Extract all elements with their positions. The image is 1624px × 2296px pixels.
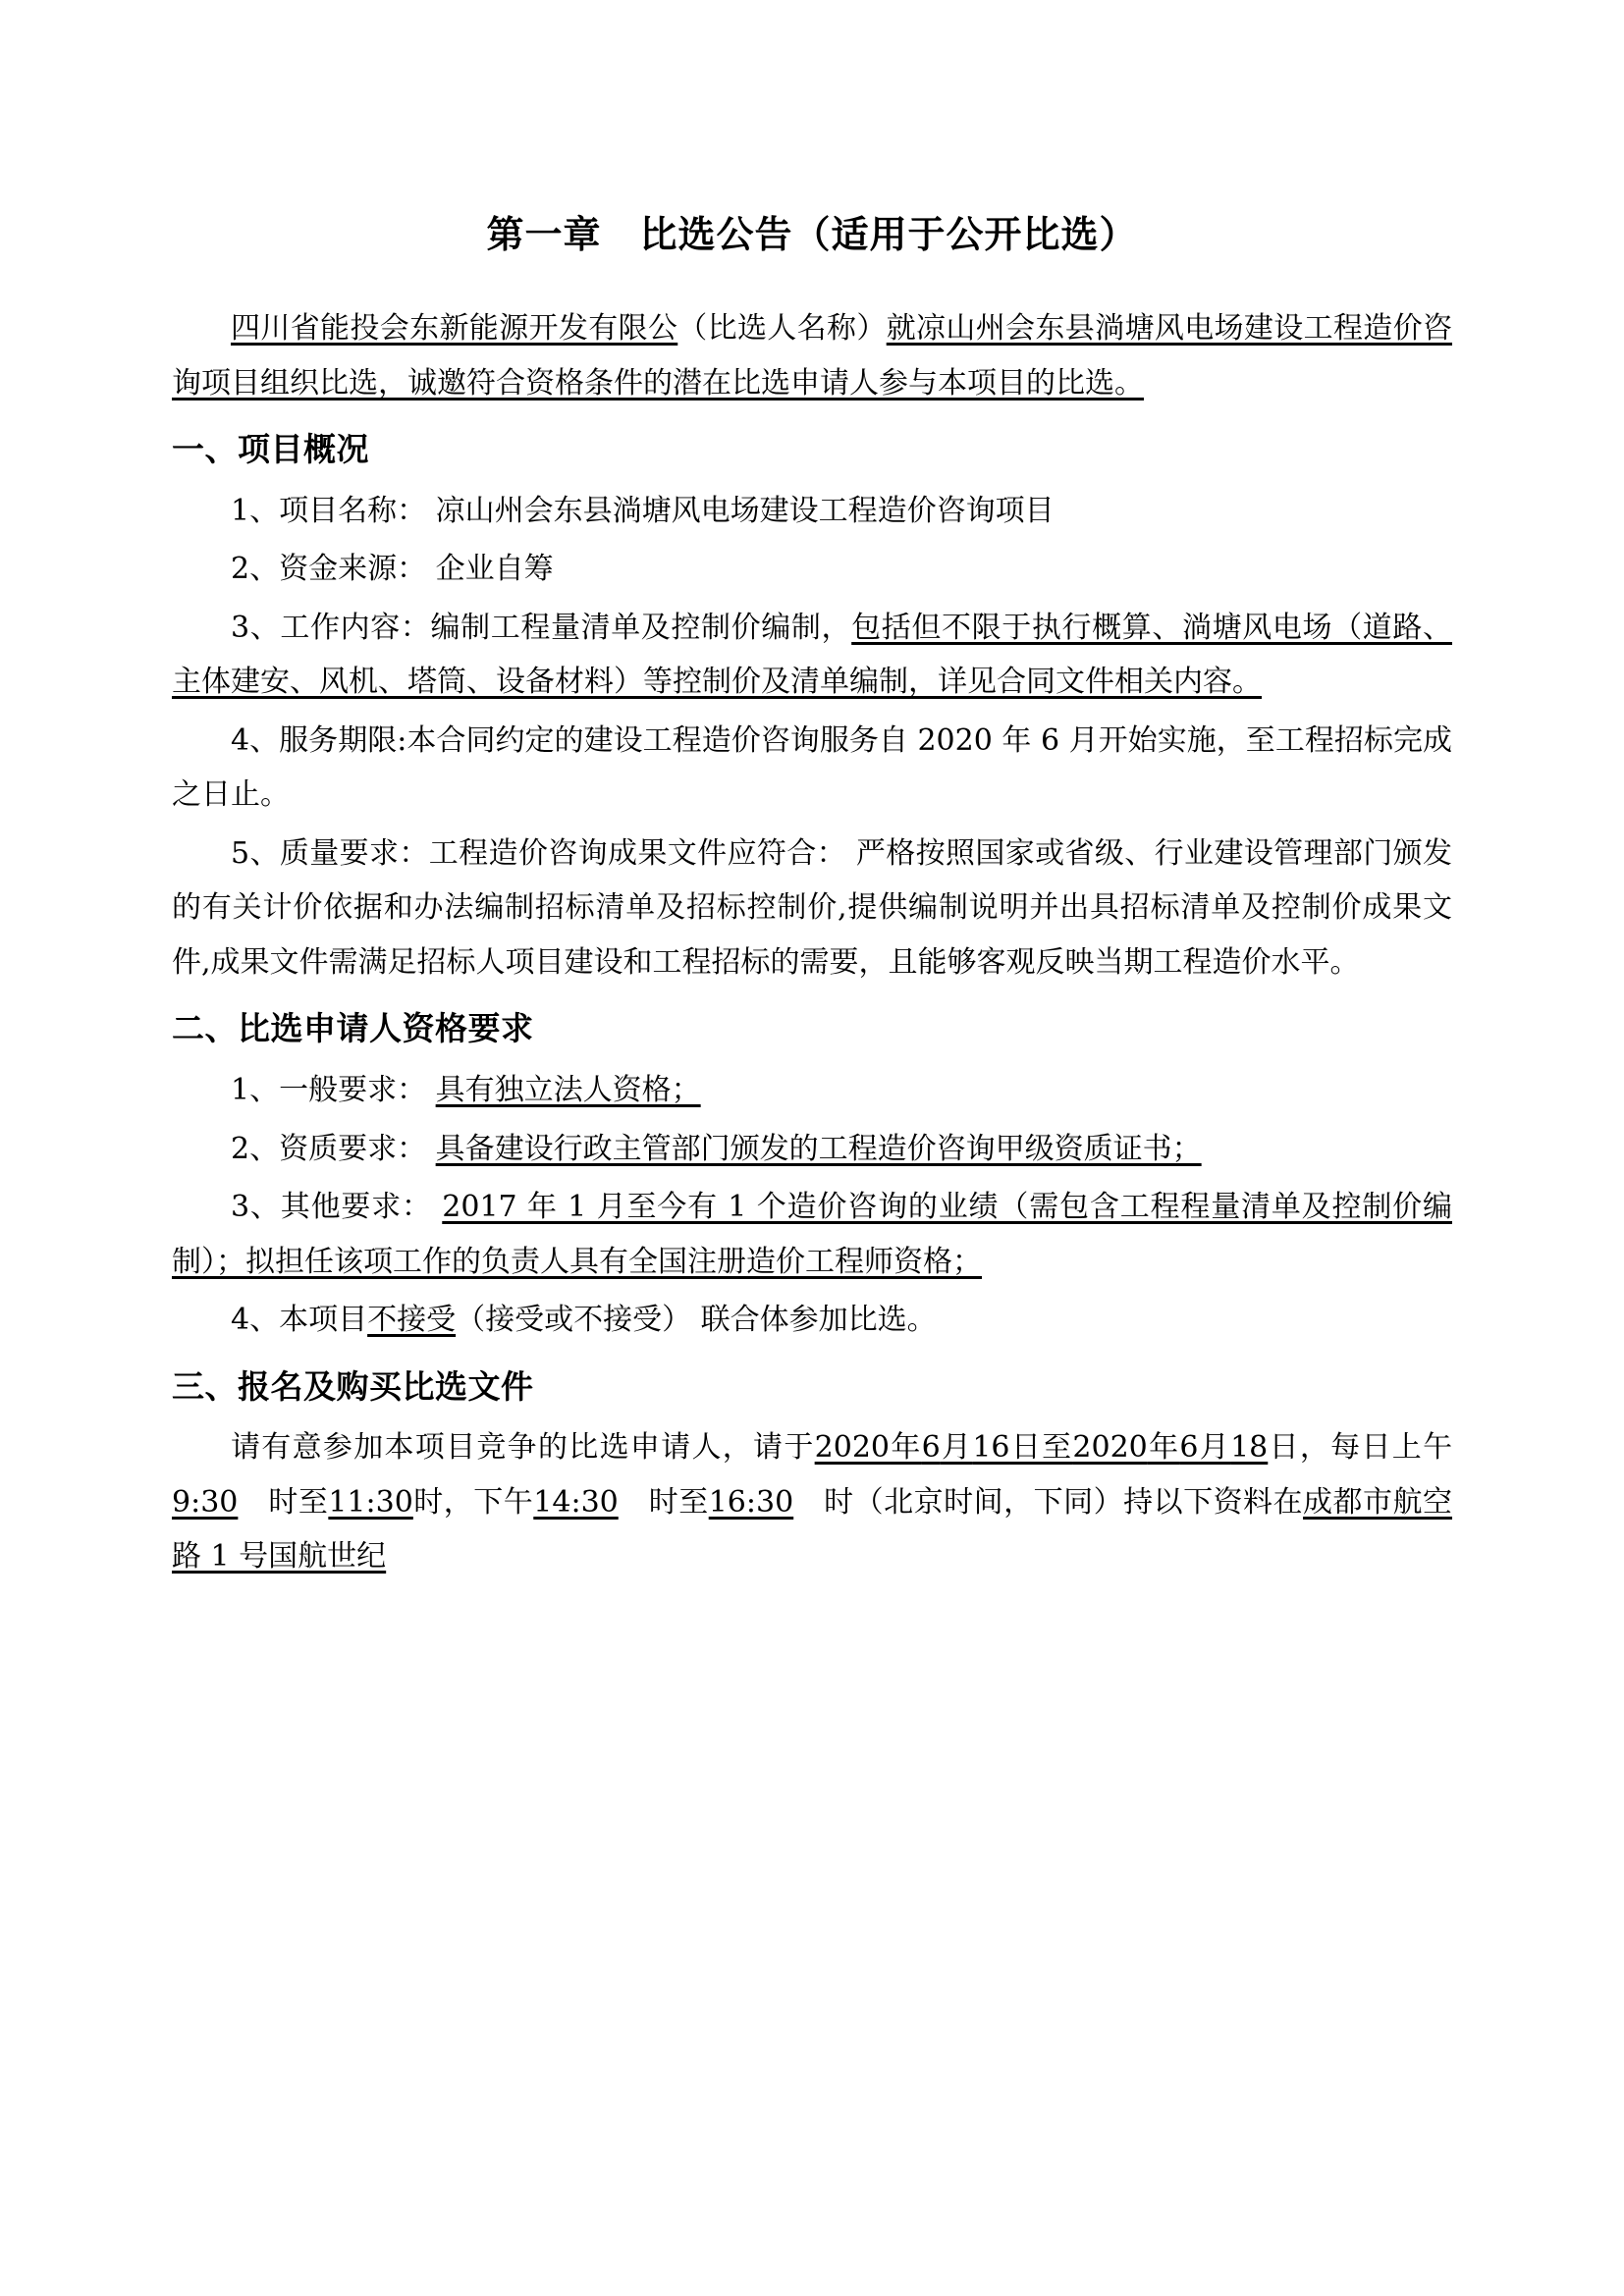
start-year: 2020 bbox=[814, 1430, 891, 1466]
item-consortium-suffix: （接受或不接受） 联合体参加比选。 bbox=[456, 1303, 937, 1338]
item-project-name bbox=[172, 484, 1452, 539]
am-end-time: 11:30 bbox=[328, 1484, 413, 1520]
registration-paragraph: 请有意参加本项目竞争的比选申请人，请于2020年6月16日至2020年6月18日，每日上午9:30 时至11:30时，下午14:30 时至16:30 时（北京时间，下同）持以下资料在成都市航空路 1 号国航世纪 bbox=[172, 1430, 1453, 1575]
item-work-content-underlined: 包括但不限于执行概算、淌塘风电场（道路、主体建安、风机、塔筒、设备材料）等控制价及清单编制，详见合同文件相关内容。 bbox=[172, 610, 1453, 700]
section-heading-3: 三、报名及购买比选文件 bbox=[172, 1366, 534, 1406]
item-qualification-requirement bbox=[172, 1122, 1452, 1177]
item-qualification-requirement-value: 具备建设行政主管部门颁发的工程造价咨询甲级资质证书； bbox=[435, 1131, 1202, 1166]
end-year: 2020 bbox=[1072, 1430, 1148, 1466]
registration-tail: 时（北京时间，下同）持以下资料在 bbox=[824, 1484, 1304, 1520]
section-heading-1: 一、项目概况 bbox=[172, 430, 369, 468]
label-year-1: 年 bbox=[890, 1430, 922, 1466]
am-start-time: 9:30 bbox=[172, 1484, 239, 1520]
section-heading-2: 二、比选申请人资格要求 bbox=[172, 1009, 534, 1048]
start-month: 6 bbox=[921, 1430, 941, 1466]
item-qualification-requirement-label: 2、资质要求： bbox=[231, 1131, 427, 1166]
item-funding-source bbox=[172, 542, 1452, 597]
item-project-name-label: 1、项目名称： bbox=[231, 493, 427, 528]
label-day-to: 日至 bbox=[1009, 1430, 1073, 1466]
item-quality-requirement-label: 5、质量要求： bbox=[231, 835, 429, 871]
pm-end-time: 16:30 bbox=[708, 1484, 794, 1520]
end-month: 6 bbox=[1179, 1430, 1199, 1466]
page-title: 第一章 比选公告（适用于公开比选） bbox=[486, 212, 1138, 256]
intro-project-phrase: 就凉山州会东县淌塘风电场建设工程造价咨询项目组织比选，诚邀符合资格条件的潜在比选申请人参与本项目的比选。 bbox=[172, 311, 1453, 400]
item-service-period-label: 4、服务期限: bbox=[231, 722, 407, 758]
item-quality-requirement bbox=[172, 827, 1452, 990]
applicant-name: 四川省能投会东新能源开发有限公 bbox=[231, 311, 678, 346]
label-month-1: 月 bbox=[940, 1430, 973, 1466]
item-work-content-value: 编制工程量清单及控制价编制， bbox=[430, 610, 852, 645]
item-work-content bbox=[172, 601, 1452, 710]
item-general-requirement-value: 具有独立法人资格； bbox=[435, 1073, 701, 1108]
item-consortium bbox=[172, 1293, 1452, 1348]
item-work-content-label: 3、工作内容： bbox=[231, 610, 431, 645]
applicant-note: （比选人名称） bbox=[677, 311, 887, 346]
registration-address: 成都市航空路 1 号国航世纪 bbox=[172, 1484, 1453, 1575]
pm-start-time: 14:30 bbox=[533, 1484, 619, 1520]
item-consortium-label: 4、本项目 bbox=[231, 1303, 368, 1338]
item-general-requirement-label: 1、一般要求： bbox=[231, 1073, 427, 1108]
end-day: 18 bbox=[1230, 1430, 1269, 1466]
label-year-2: 年 bbox=[1147, 1430, 1180, 1466]
registration-lead: 请有意参加本项目竞争的比选申请人，请于 bbox=[231, 1430, 815, 1466]
item-quality-requirement-value: 工程造价咨询成果文件应符合： 严格按照国家或省级、行业建设管理部门颁发的有关计价依据和办法编制招标清单及招标控制价,提供编制说明并出具招标清单及控制价成果文件,成果文件需满足招标人项目建设和工程招标的需要，且能够客观反映当期工程造价水平。 bbox=[172, 835, 1452, 980]
item-general-requirement bbox=[172, 1063, 1452, 1118]
item-funding-source-label: 2、资金来源： bbox=[231, 552, 427, 587]
label-month-2: 月 bbox=[1198, 1430, 1231, 1466]
intro-paragraph bbox=[172, 301, 1452, 410]
item-project-name-value: 凉山州会东县淌塘风电场建设工程造价咨询项目 bbox=[435, 493, 1055, 528]
start-day: 16 bbox=[972, 1430, 1010, 1466]
item-other-requirement bbox=[172, 1180, 1452, 1289]
item-funding-source-value: 企业自筹 bbox=[435, 552, 554, 587]
item-other-requirement-value: 2017 年 1 月至今有 1 个造价咨询的业绩（需包含工程程量清单及控制价编制）；拟担任该项工作的负责人具有全国注册造价工程师资格； bbox=[172, 1190, 1452, 1279]
item-service-period-value: 本合同约定的建设工程造价咨询服务自 2020 年 6 月开始实施，至工程招标完成之日止。 bbox=[172, 722, 1452, 813]
item-other-requirement-label: 3、其他要求： bbox=[231, 1190, 432, 1225]
item-consortium-value: 不接受 bbox=[367, 1303, 457, 1338]
item-service-period bbox=[172, 714, 1452, 823]
